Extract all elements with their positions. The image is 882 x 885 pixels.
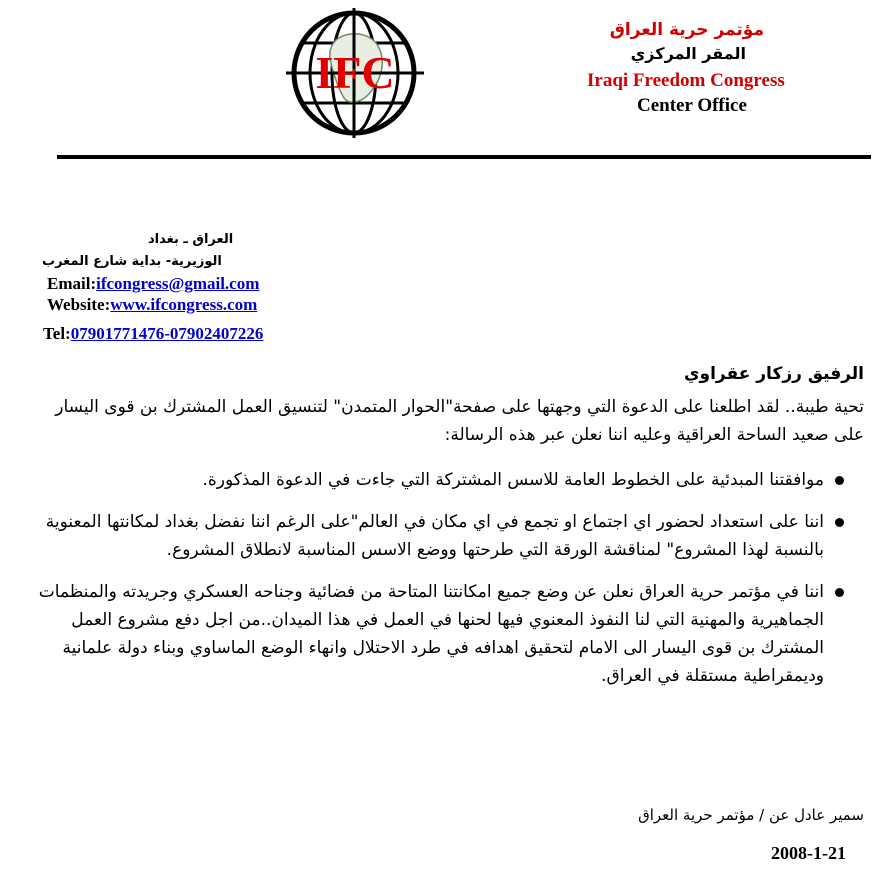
salutation: الرفيق رزكار عقراوي [683, 364, 864, 384]
tel-link[interactable]: 07901771476-07902407226 [70, 324, 264, 343]
email-label: Email: [47, 274, 97, 293]
email-line [47, 274, 259, 294]
org-name-arabic: مؤتمر حرية العراق [609, 20, 764, 40]
signature: سمير عادل عن / مؤتمر حرية العراق [638, 806, 864, 824]
website-line [47, 295, 257, 315]
address-city: العراق ـ بغداد [148, 232, 234, 247]
tel-line [43, 324, 263, 344]
ifc-globe-logo [286, 8, 424, 138]
bullet-item [38, 578, 864, 690]
intro-paragraph: تحية طيبة.. لقد اطلعنا على الدعوة التي وجهتها على صفحة"الحوار المتمدن" لتنسيق العمل المشترك بن قوى اليسار على صعيد الساحة العراقية وعليه اننا نعلن عبر هذه الرسالة: [55, 397, 864, 445]
tel-label: Tel: [43, 324, 71, 343]
bullet-dot-icon [835, 518, 844, 527]
office-arabic: المقر المركزي [630, 44, 746, 63]
website-link[interactable]: www.ifcongress.com [110, 295, 258, 314]
address-street: الوزيرية- بداية شارع المغرب [42, 254, 222, 269]
website-label: Website: [47, 295, 111, 314]
office-english: Center Office [637, 95, 747, 116]
bullet-text: اننا في مؤتمر حرية العراق نعلن عن وضع جميع امكانتنا المتاحة من فضائية وجناحه العسكري وجريدته والمنظمات الجماهيرية والمهنية التي لنا النفوذ المعنوي فيها لحنها في العمل في هذا الميدان..من اجل دفع مشروع العمل المشترك بن قوى اليسار الى الامام لتحقيق اهدافه في طرد الاحتلال وانهاء الوضع الماساوي وبناء دولة علمانية وديمقراطية مستقلة في العراق. [38, 582, 824, 686]
letter-date: 2008-1-21 [771, 843, 846, 863]
bullet-text: موافقتنا المبدئية على الخطوط العامة للاسس المشتركة التي جاءت في الدعوة المذكورة. [202, 470, 824, 490]
ifc-logo-text: IFC [315, 47, 395, 98]
bullet-item [38, 466, 864, 494]
bullet-dot-icon [835, 588, 844, 597]
header-divider [57, 155, 871, 159]
bullet-dot-icon [835, 476, 844, 485]
bullet-text: اننا على استعداد لحضور اي اجتماع او تجمع في اي مكان في العالم"على الرغم اننا نفضل بغداد لمكانتها المعنوية بالنسبة لهذا المشروع" لمناقشة الورقة التي طرحتها ووضع الاسس المناسبة لانطلاق المشروع. [45, 512, 824, 560]
org-name-english: Iraqi Freedom Congress [587, 70, 785, 91]
email-link[interactable]: ifcongress@gmail.com [96, 274, 260, 293]
bullet-item [38, 508, 864, 564]
